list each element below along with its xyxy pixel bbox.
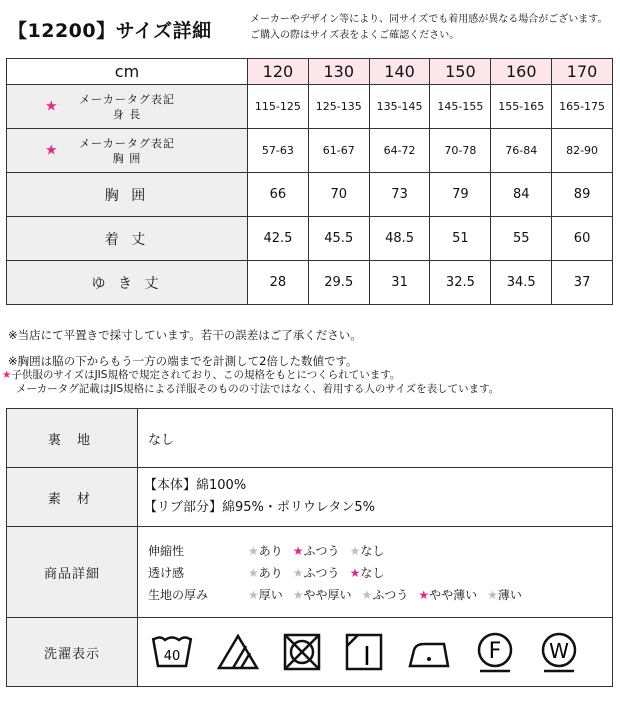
value-cell: 32.5 [430,261,491,305]
value-cell: 165-175 [552,85,613,129]
detail-option-label: ふつう [303,565,340,580]
table-row [7,618,613,687]
detail-option [248,564,283,581]
value-cell: 28 [248,261,309,305]
value-cell: 34.5 [491,261,552,305]
wash-icons-cell [138,618,613,687]
value-cell: 51 [430,217,491,261]
table-row [7,468,613,527]
value-cell: 70-78 [430,129,491,173]
jis-notes [2,368,499,396]
value-cell: 70 [308,173,369,217]
wash-40-icon [150,632,194,672]
size-cell: 120 [248,59,309,85]
table-row [7,173,613,217]
note-line: 子供服のサイズはJIS規格で規定されており、この規格をもとにつくられています。 [11,369,401,381]
value-cell: 37 [552,261,613,305]
table-row [7,129,613,173]
table-row [7,409,613,468]
detail-option [293,542,340,559]
row-label [7,85,248,129]
size-cell: 170 [552,59,613,85]
detail-option [350,542,385,559]
value-cell: 60 [552,217,613,261]
value-cell: 155-165 [491,85,552,129]
table-row [7,261,613,305]
detail-row-label: 伸縮性 [148,543,185,558]
star-icon: ★ [248,587,259,602]
size-cell: 160 [491,59,552,85]
star-icon: ★ [487,587,498,602]
star-icon: ★ [248,565,259,580]
value-cell: 89 [552,173,613,217]
row-label: 着 丈 [7,217,248,261]
row-label-line2: 胸 囲 [112,151,142,165]
star-icon: ★ [45,98,59,114]
detail-option [248,586,283,603]
note-line: ※当店にて平置きで採寸しています。若干の誤差はご了承ください。 [8,328,362,342]
detail-row-label: 生地の厚み [148,587,209,602]
size-cell: 130 [308,59,369,85]
detail-option-label: なし [360,543,385,558]
detail-rows [148,539,612,605]
size-header-row [7,59,613,85]
row-label [7,129,248,173]
lining-label: 裏 地 [7,409,138,468]
value-cell: 135-145 [369,85,430,129]
value-cell: 76-84 [491,129,552,173]
page-title: 【12200】サイズ詳細 [8,20,212,42]
star-icon: ★ [361,587,373,602]
detail-row [148,561,612,583]
value-cell: 73 [369,173,430,217]
size-cell: 150 [430,59,491,85]
row-label: ゆ き 丈 [7,261,248,305]
value-cell: 64-72 [369,129,430,173]
row-label: 胸 囲 [7,173,248,217]
detail-option-label: なし [360,565,385,580]
lining-value: なし [138,409,613,468]
unit-cell: cm [7,59,248,85]
star-icon: ★ [248,543,259,558]
detail-option-label: 薄い [497,587,522,602]
wash-icons [138,631,612,673]
material-label: 素 材 [7,468,138,527]
detail-option-label: やや薄い [429,587,478,602]
value-cell: 61-67 [308,129,369,173]
wash-temp: 40 [163,649,181,664]
detail-option-label: あり [258,565,283,580]
detail-option-label: やや厚い [303,587,352,602]
value-cell: 66 [248,173,309,217]
table-row [7,85,613,129]
detail-option-label: ふつう [303,543,340,558]
iron-low-icon [406,632,452,672]
star-icon: ★ [349,543,361,558]
star-icon: ★ [2,369,12,381]
row-label-line1: メーカータグ表記 [79,136,175,150]
star-selected-icon: ★ [418,587,430,602]
star-icon: ★ [292,565,304,580]
value-cell: 145-155 [430,85,491,129]
value-cell: 55 [491,217,552,261]
no-tumble-dry-icon [282,632,322,672]
value-cell: 42.5 [248,217,309,261]
top-note-line2: ご購入の際はサイズ表をよくご確認ください。 [250,30,460,41]
note-line: ※胸囲は脇の下からもう一方の端までを計測して2倍した数値です。 [8,354,358,368]
detail-row [148,583,612,605]
bleach-triangle-icon [216,632,260,672]
top-note-line1: メーカーやデザイン等により、同サイズでも着用感が異なる場合がございます。 [250,14,608,25]
star-icon: ★ [292,587,304,602]
detail-label: 商品詳細 [7,527,138,618]
dryclean-f-icon [474,631,516,673]
value-cell: 57-63 [248,129,309,173]
value-cell: 45.5 [308,217,369,261]
star-icon: ★ [45,142,59,158]
row-label-line1: メーカータグ表記 [79,92,175,106]
detail-value [138,527,613,618]
detail-option-label: ふつう [372,587,409,602]
dryclean-letter: F [488,639,502,664]
detail-option [487,586,522,603]
value-cell: 48.5 [369,217,430,261]
size-cell: 140 [369,59,430,85]
top-note [250,12,615,44]
material-line: 【リブ部分】綿95%・ポリウレタン5% [144,500,375,515]
star-selected-icon: ★ [292,543,304,558]
wetclean-w-icon [538,631,580,673]
value-cell: 125-135 [308,85,369,129]
value-cell: 29.5 [308,261,369,305]
wash-label: 洗濯表示 [7,618,138,687]
line-dry-mark: I [363,642,371,672]
note-line: メーカータグ記載はJIS規格による洋服そのものの寸法ではなく、着用する人のサイズを表しています。 [16,383,500,395]
row-label-line2: 身 長 [112,107,142,121]
detail-option [248,542,283,559]
detail-option-label: 厚い [258,587,283,602]
material-value [138,468,613,527]
detail-row [148,539,612,561]
detail-option [418,586,477,603]
detail-option-label: あり [258,543,283,558]
line-dry-icon [344,632,384,672]
detail-option [293,564,340,581]
value-cell: 115-125 [248,85,309,129]
detail-option [350,564,385,581]
measurement-notes [8,322,362,374]
size-table [6,58,613,305]
star-selected-icon: ★ [349,565,361,580]
value-cell: 79 [430,173,491,217]
detail-option [362,586,409,603]
value-cell: 31 [369,261,430,305]
table-row [7,527,613,618]
value-cell: 84 [491,173,552,217]
material-line: 【本体】綿100% [144,478,247,493]
detail-row-label: 透け感 [148,565,185,580]
wetclean-letter: W [549,639,569,663]
detail-option [293,586,352,603]
table-row [7,217,613,261]
info-table [6,408,613,687]
value-cell: 82-90 [552,129,613,173]
